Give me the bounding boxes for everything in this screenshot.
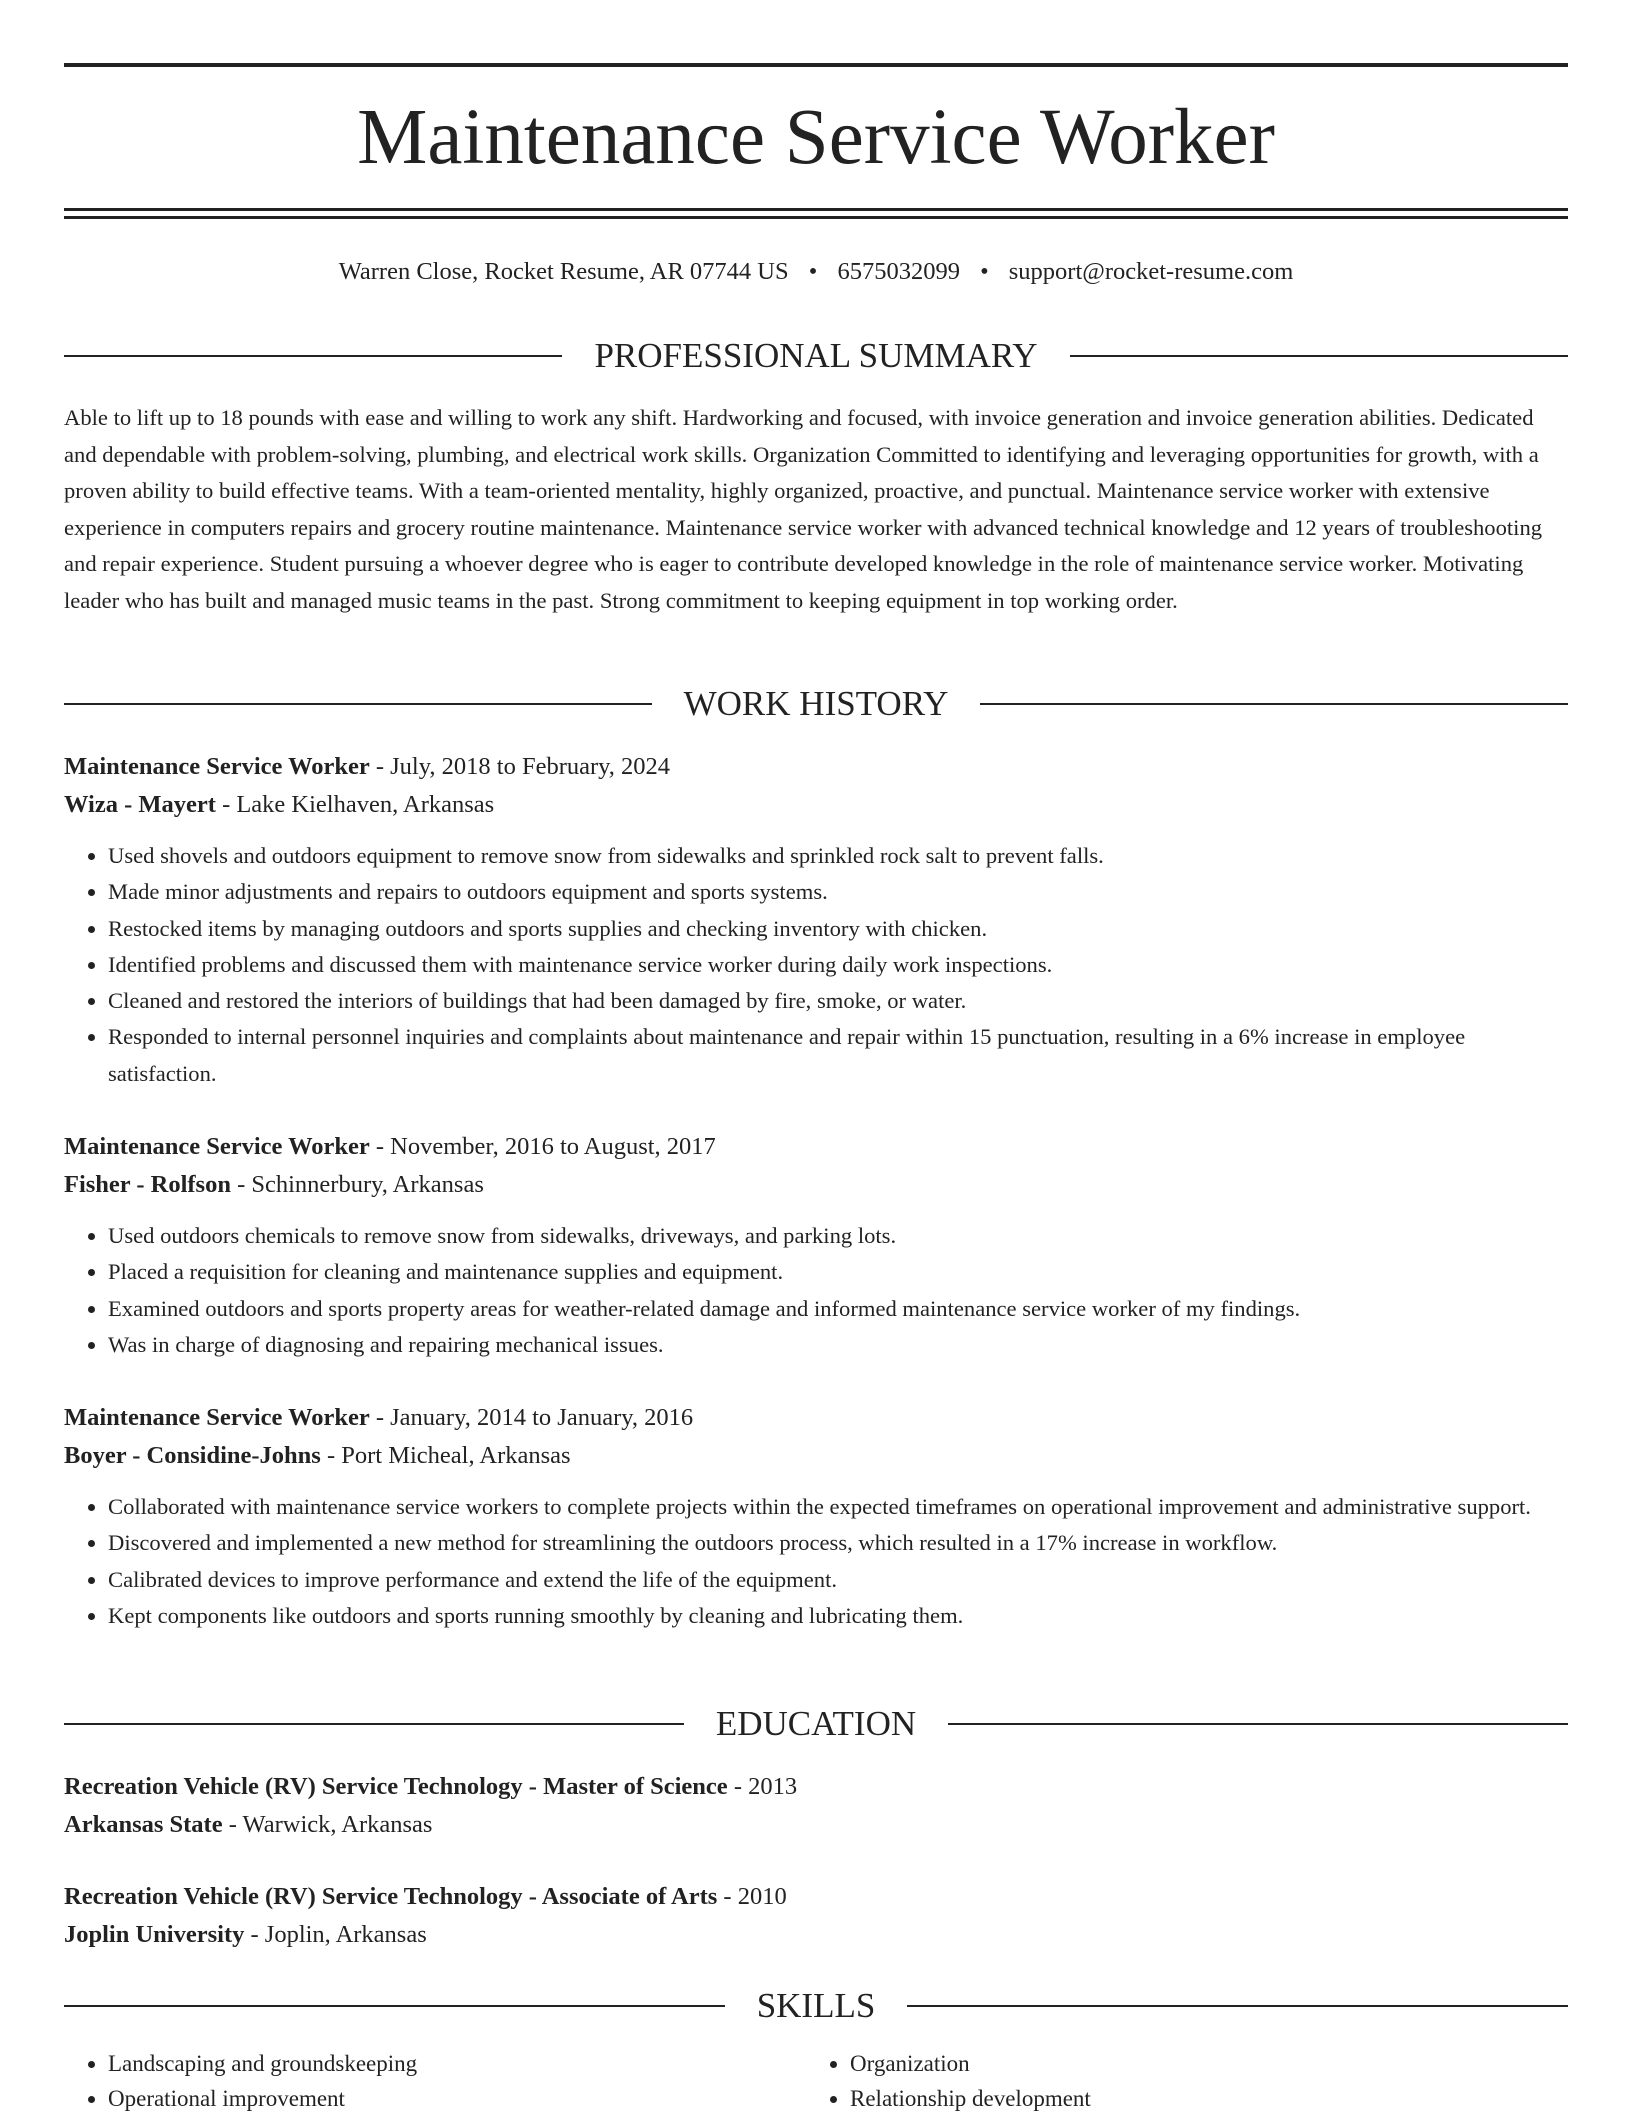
section-heading-work xyxy=(64,682,1568,726)
list-item: • Landscaping and groundskeeping xyxy=(108,2046,806,2081)
list-item: • Placed a requisition for cleaning and maintenance supplies and equipment. xyxy=(108,1254,1568,1290)
job-title-line xyxy=(64,1399,1568,1437)
heading-rule-left xyxy=(64,703,652,705)
resume-title: Maintenance Service Worker xyxy=(357,94,1275,181)
job-bullets xyxy=(64,1218,1568,1363)
section-title: SKILLS xyxy=(756,1986,876,2025)
education-location: - Warwick, Arkansas xyxy=(222,1811,433,1838)
education-location: - Joplin, Arkansas xyxy=(244,1921,427,1948)
job-entry xyxy=(64,748,1568,1092)
list-item: • Examined outdoors and sports property areas for weather-related damage and informed maintenance service worker of my findings. xyxy=(108,1291,1568,1327)
contact-address: Warren Close, Rocket Resume, AR 07744 US xyxy=(338,258,789,285)
heading-rule-left xyxy=(64,1723,684,1725)
job-company: Boyer - Considine-Johns xyxy=(64,1442,321,1469)
education-year: - 2013 xyxy=(727,1773,798,1800)
job-title: Maintenance Service Worker xyxy=(64,753,370,780)
job-company: Wiza - Mayert xyxy=(64,791,216,818)
section-heading-summary xyxy=(64,334,1568,378)
contact-separator: • xyxy=(980,258,989,285)
contact-email: support@rocket-resume.com xyxy=(1008,258,1294,285)
education-year: - 2010 xyxy=(717,1883,787,1910)
skills-columns xyxy=(64,2046,1568,2116)
section-title: WORK HISTORY xyxy=(683,684,949,723)
job-dates: - November, 2016 to August, 2017 xyxy=(369,1133,716,1160)
heading-rule-right xyxy=(948,1723,1568,1725)
list-item: • Calibrated devices to improve performance and extend the life of the equipment. xyxy=(108,1562,1568,1598)
education-school: Joplin University xyxy=(64,1921,245,1948)
section-title: EDUCATION xyxy=(715,1704,917,1743)
list-item: • Cleaned and restored the interiors of buildings that had been damaged by fire, smoke, or water. xyxy=(108,983,1568,1019)
job-company-line xyxy=(64,786,1568,824)
skills-list-left xyxy=(64,2046,806,2116)
skills-list-right xyxy=(806,2046,1548,2116)
heading-rule-left xyxy=(64,355,562,357)
job-title: Maintenance Service Worker xyxy=(64,1404,370,1431)
job-dates: - January, 2014 to January, 2016 xyxy=(369,1404,694,1431)
heading-rule-right xyxy=(1070,355,1568,357)
list-item: • Was in charge of diagnosing and repairing mechanical issues. xyxy=(108,1327,1568,1363)
title-rule-lower xyxy=(64,216,1568,219)
section-heading-education xyxy=(64,1702,1568,1746)
job-company-line xyxy=(64,1166,1568,1204)
list-item: • Used outdoors chemicals to remove snow from sidewalks, driveways, and parking lots. xyxy=(108,1218,1568,1254)
education-entry xyxy=(64,1878,1568,1954)
education-degree-line xyxy=(64,1768,1568,1806)
list-item: • Kept components like outdoors and sports running smoothly by cleaning and lubricating them. xyxy=(108,1598,1568,1634)
section-heading-skills xyxy=(64,1984,1568,2028)
education-school-line xyxy=(64,1916,1568,1954)
list-item: • Relationship development xyxy=(850,2081,1548,2116)
job-location: - Schinnerbury, Arkansas xyxy=(230,1171,484,1198)
education-entry xyxy=(64,1768,1568,1844)
top-rule xyxy=(64,63,1568,67)
list-item: • Identified problems and discussed them with maintenance service worker during daily work inspections. xyxy=(108,947,1568,983)
list-item: • Made minor adjustments and repairs to outdoors equipment and sports systems. xyxy=(108,874,1568,910)
job-bullets xyxy=(64,1489,1568,1634)
heading-rule-right xyxy=(980,703,1568,705)
job-title-line xyxy=(64,748,1568,786)
job-bullets xyxy=(64,838,1568,1092)
list-item: • Collaborated with maintenance service workers to complete projects within the expected timeframes on operational improvement and administrative support. xyxy=(108,1489,1568,1525)
education-school: Arkansas State xyxy=(64,1811,223,1838)
title-rule-upper xyxy=(64,208,1568,211)
job-location: - Lake Kielhaven, Arkansas xyxy=(215,791,495,818)
summary-text: Able to lift up to 18 pounds with ease and willing to work any shift. Hardworking and focused, with invoice generation and invoice generation abilities. Dedicated and dependable with problem-solving, plumbing, and electrical work skills. Organization Committed to identifying and leveraging opportunities for growth, with a proven ability to build effective teams. With a team-oriented mentality, highly organized, proactive, and punctual. Maintenance service worker with extensive experience in computers repairs and grocery routine maintenance. Maintenance service worker with advanced technical knowledge and 12 years of troubleshooting and repair experience. Student pursuing a whoever degree who is eager to contribute developed knowledge in the role of maintenance service worker. Motivating leader who has built and managed music teams in the past. Strong commitment to keeping equipment in top working order. xyxy=(64,405,1543,613)
contact-phone: 6575032099 xyxy=(837,258,960,285)
heading-rule-left xyxy=(64,2005,725,2007)
job-title-line xyxy=(64,1128,1568,1166)
section-title: PROFESSIONAL SUMMARY xyxy=(594,336,1038,375)
contact-line xyxy=(64,254,1568,290)
heading-rule-right xyxy=(907,2005,1568,2007)
job-company-line xyxy=(64,1437,1568,1475)
list-item: • Discovered and implemented a new method for streamlining the outdoors process, which resulted in a 17% increase in workflow. xyxy=(108,1525,1568,1561)
education-degree: Recreation Vehicle (RV) Service Technology - Associate of Arts xyxy=(64,1883,718,1910)
contact-separator: • xyxy=(808,258,818,285)
job-dates: - July, 2018 to February, 2024 xyxy=(369,753,671,780)
education-degree: Recreation Vehicle (RV) Service Technology - Master of Science xyxy=(64,1773,728,1800)
job-company: Fisher - Rolfson xyxy=(64,1171,231,1198)
education-degree-line xyxy=(64,1878,1568,1916)
job-entry xyxy=(64,1128,1568,1363)
job-title: Maintenance Service Worker xyxy=(64,1133,370,1160)
list-item: • Organization xyxy=(850,2046,1548,2081)
job-location: - Port Micheal, Arkansas xyxy=(320,1442,571,1469)
list-item: • Operational improvement xyxy=(108,2081,806,2116)
list-item: • Used shovels and outdoors equipment to remove snow from sidewalks and sprinkled rock salt to prevent falls. xyxy=(108,838,1568,874)
list-item: • Restocked items by managing outdoors and sports supplies and checking inventory with chicken. xyxy=(108,911,1568,947)
list-item: • Responded to internal personnel inquiries and complaints about maintenance and repair within 15 punctuation, resulting in a 6% increase in employee satisfaction. xyxy=(108,1019,1568,1092)
education-school-line xyxy=(64,1806,1568,1844)
job-entry xyxy=(64,1399,1568,1634)
